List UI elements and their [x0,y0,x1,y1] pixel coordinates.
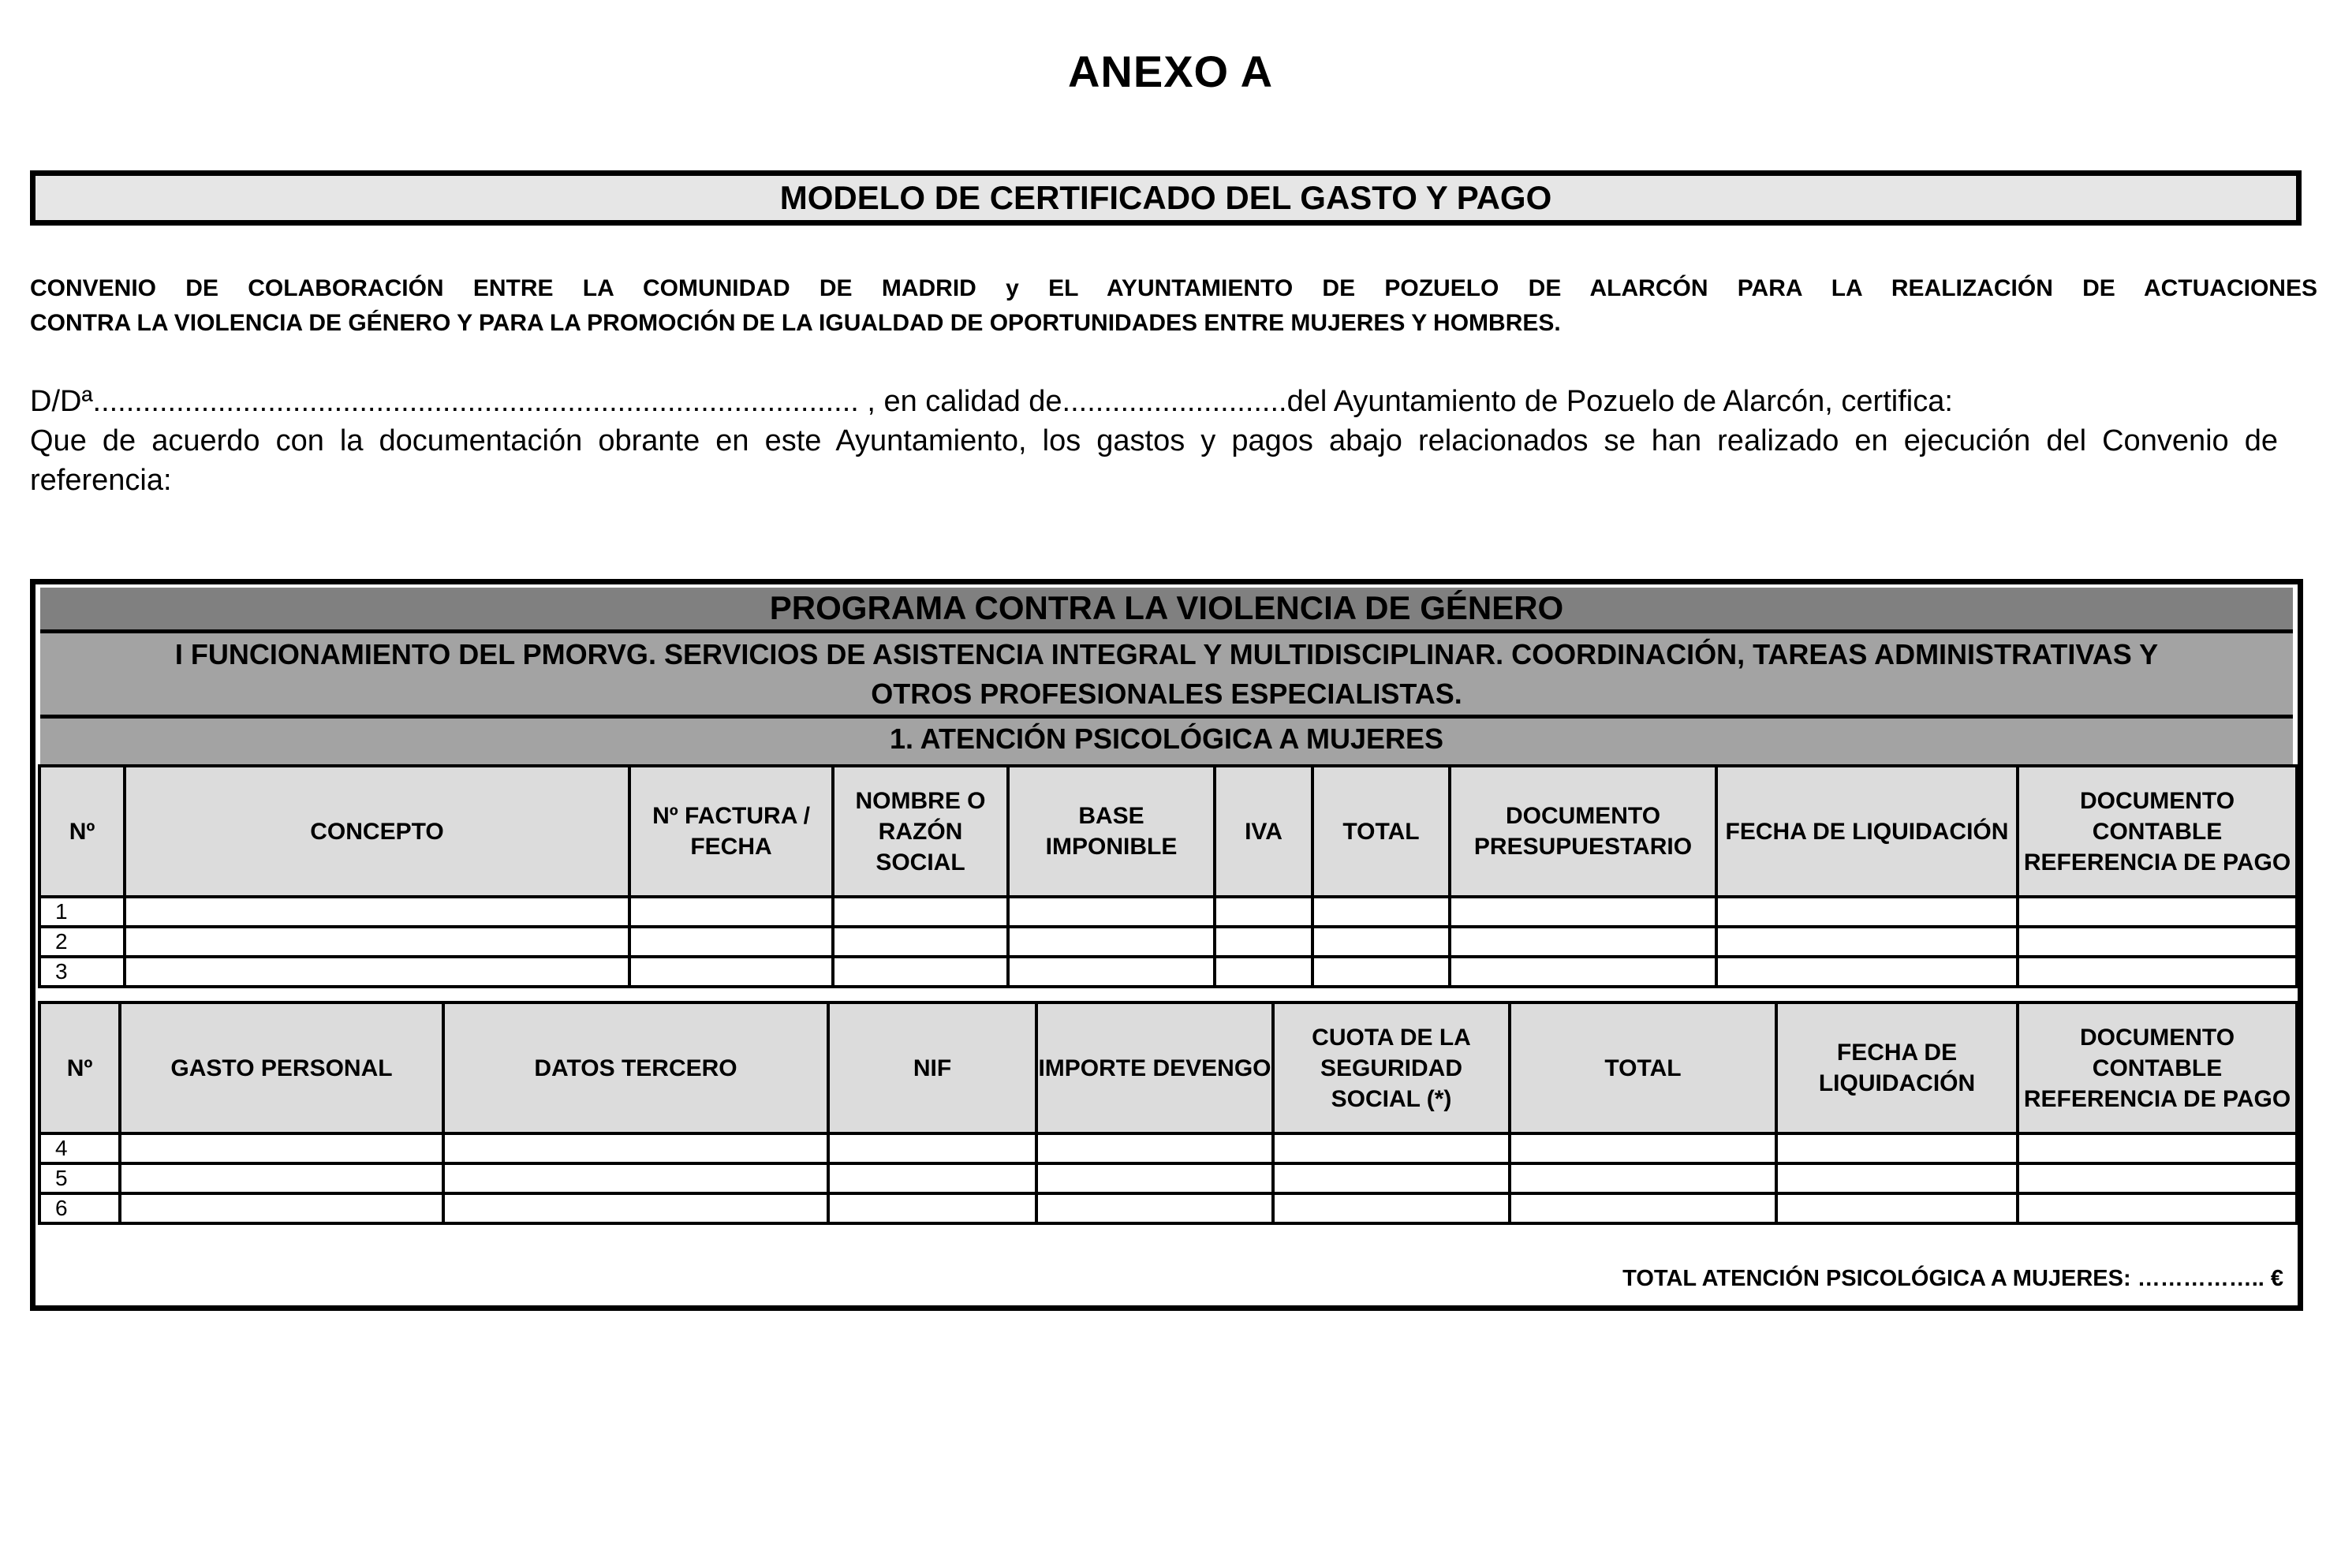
cell-contable[interactable] [2018,1133,2297,1163]
certification-line-3: referencia: [30,464,172,497]
cell-datos[interactable] [443,1193,828,1223]
certification-text [30,344,2278,500]
header-num: Nº [39,766,125,897]
header-cuota: CUOTA DE LA SEGURIDAD SOCIAL (*) [1273,1002,1510,1133]
cell-total[interactable] [1510,1193,1776,1223]
cell-documento[interactable] [1450,927,1716,957]
table-row [39,897,2297,927]
cell-cuota[interactable] [1273,1133,1510,1163]
cell-base[interactable] [1008,957,1215,987]
cell-contable[interactable] [2018,957,2297,987]
program-subsection: 1. ATENCIÓN PSICOLÓGICA A MUJERES [40,719,2293,764]
header-fecha: FECHA DE LIQUIDACIÓN [1716,766,2018,897]
header-num: Nº [39,1002,120,1133]
cell-base[interactable] [1008,927,1215,957]
cell-fecha[interactable] [1716,927,2018,957]
invoice-table [38,764,2298,988]
header-fecha: FECHA DE LIQUIDACIÓN [1776,1002,2018,1133]
header-contable: DOCUMENTO CONTABLE REFERENCIA DE PAGO [2018,1002,2297,1133]
header-concepto: CONCEPTO [125,766,629,897]
header-nif: NIF [828,1002,1036,1133]
cell-contable[interactable] [2018,927,2297,957]
cell-datos[interactable] [443,1133,828,1163]
cell-base[interactable] [1008,897,1215,927]
cell-total[interactable] [1312,927,1450,957]
cell-contable[interactable] [2018,1163,2297,1193]
cell-total[interactable] [1510,1163,1776,1193]
row-number: 4 [39,1133,120,1163]
row-number: 2 [39,927,125,957]
cell-iva[interactable] [1215,897,1312,927]
cell-fecha[interactable] [1716,957,2018,987]
cell-iva[interactable] [1215,957,1312,987]
program-section-line-2: OTROS PROFESIONALES ESPECIALISTAS. [871,678,1462,710]
cell-fecha[interactable] [1776,1133,2018,1163]
cell-contable[interactable] [2018,1193,2297,1223]
table-row [39,1133,2297,1163]
header-factura: Nº FACTURA / FECHA [629,766,833,897]
cell-nif[interactable] [828,1133,1036,1163]
annex-title: ANEXO A [1067,47,1274,96]
agreement-title [30,271,2317,341]
cell-concepto[interactable] [125,897,629,927]
personnel-header-row [39,1002,2297,1133]
cell-fecha[interactable] [1776,1193,2018,1223]
header-importe: IMPORTE DEVENGO [1036,1002,1273,1133]
cell-concepto[interactable] [125,927,629,957]
cell-iva[interactable] [1215,927,1312,957]
table-row [39,1193,2297,1223]
header-gasto: GASTO PERSONAL [120,1002,443,1133]
program-section-line-1: I FUNCIONAMIENTO DEL PMORVG. SERVICIOS DE ASISTENCIA INTEGRAL Y MULTIDISCIPLINAR. COORDINACIÓN, TAREAS ADMINISTRATIVAS Y [174,638,2159,670]
cell-total[interactable] [1312,897,1450,927]
program-table [30,579,2303,1311]
cell-nif[interactable] [828,1163,1036,1193]
cell-nombre[interactable] [833,927,1008,957]
header-documento: DOCUMENTO PRESUPUESTARIO [1450,766,1716,897]
certification-line-2: Que de acuerdo con la documentación obrante en este Ayuntamiento, los gastos y pagos abajo relacionados se han realizado en ejecución del Convenio de [30,424,2278,457]
cell-factura[interactable] [629,927,833,957]
personnel-table [38,1001,2298,1225]
cell-importe[interactable] [1036,1163,1273,1193]
table-row [39,957,2297,987]
cell-importe[interactable] [1036,1193,1273,1223]
table-row [39,1163,2297,1193]
cell-total[interactable] [1312,957,1450,987]
header-base: BASE IMPONIBLE [1008,766,1215,897]
cell-documento[interactable] [1450,897,1716,927]
cell-nif[interactable] [828,1193,1036,1223]
cell-contable[interactable] [2018,897,2297,927]
row-number: 6 [39,1193,120,1223]
cell-factura[interactable] [629,897,833,927]
header-total: TOTAL [1510,1002,1776,1133]
cell-documento[interactable] [1450,957,1716,987]
certification-line-1: D/Dª............................................................................................ , en calidad de...........................del Ayuntamiento de Pozuelo de Alarcón, certifica: [30,385,1953,418]
row-number: 5 [39,1163,120,1193]
cell-importe[interactable] [1036,1133,1273,1163]
cell-factura[interactable] [629,957,833,987]
cell-datos[interactable] [443,1163,828,1193]
header-contable: DOCUMENTO CONTABLE REFERENCIA DE PAGO [2018,766,2297,897]
row-number: 1 [39,897,125,927]
cell-nombre[interactable] [833,897,1008,927]
header-datos: DATOS TERCERO [443,1002,828,1133]
header-total: TOTAL [1312,766,1450,897]
model-title: MODELO DE CERTIFICADO DEL GASTO Y PAGO [30,170,2302,226]
header-nombre: NOMBRE O RAZÓN SOCIAL [833,766,1008,897]
cell-concepto[interactable] [125,957,629,987]
program-title: PROGRAMA CONTRA LA VIOLENCIA DE GÉNERO [40,588,2293,633]
row-number: 3 [39,957,125,987]
cell-nombre[interactable] [833,957,1008,987]
agreement-line-1: CONVENIO DE COLABORACIÓN ENTRE LA COMUNIDAD DE MADRID y EL AYUNTAMIENTO DE POZUELO DE ALARCÓN PARA LA REALIZACIÓN DE ACTUACIONES [30,275,2317,301]
agreement-line-2: CONTRA LA VIOLENCIA DE GÉNERO Y PARA LA PROMOCIÓN DE LA IGUALDAD DE OPORTUNIDADES ENTRE MUJERES Y HOMBRES. [30,310,1561,336]
cell-gasto[interactable] [120,1133,443,1163]
table-row [39,927,2297,957]
cell-gasto[interactable] [120,1193,443,1223]
invoice-header-row [39,766,2297,897]
cell-gasto[interactable] [120,1163,443,1193]
program-section [40,633,2293,719]
cell-cuota[interactable] [1273,1193,1510,1223]
cell-fecha[interactable] [1716,897,2018,927]
total-line: TOTAL ATENCIÓN PSICOLÓGICA A MUJERES: …………….. € [1622,1266,2283,1291]
header-iva: IVA [1215,766,1312,897]
cell-fecha[interactable] [1776,1163,2018,1193]
cell-total[interactable] [1510,1133,1776,1163]
cell-cuota[interactable] [1273,1163,1510,1193]
